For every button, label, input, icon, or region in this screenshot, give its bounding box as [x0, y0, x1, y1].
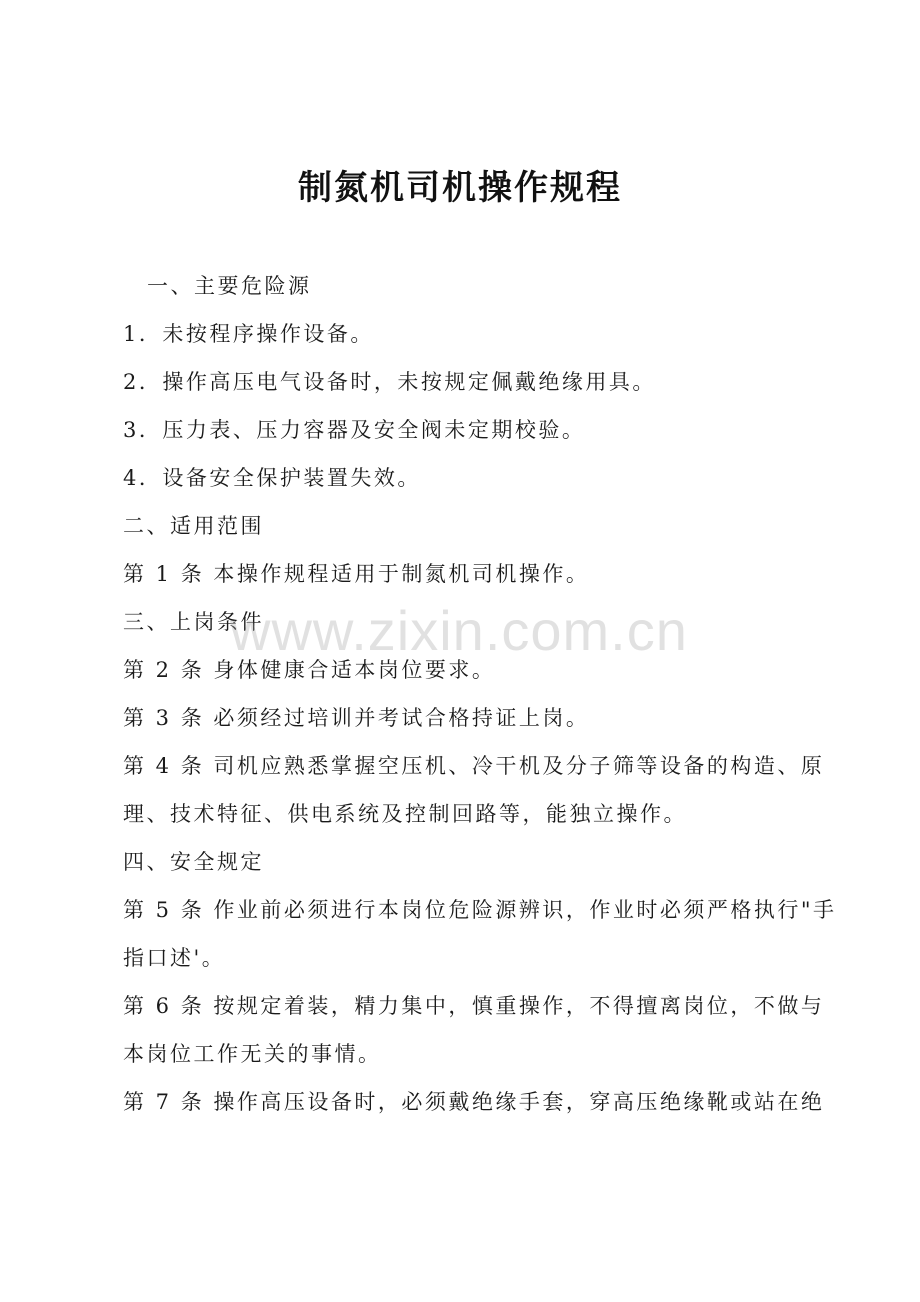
article-5-line-1: 第 5 条 作业前必须进行本岗位危险源辨识，作业时必须严格执行"手 — [123, 898, 837, 922]
hazard-item-3: 3．压力表、压力容器及安全阀未定期校验。 — [123, 418, 586, 442]
article-5-line-2: 指口述'。 — [123, 946, 226, 970]
section-heading-qualifications: 三、上岗条件 — [123, 610, 264, 634]
article-3: 第 3 条 必须经过培训并考试合格持证上岗。 — [123, 706, 590, 730]
hazard-item-1: 1．未按程序操作设备。 — [123, 322, 374, 346]
article-6-line-2: 本岗位工作无关的事情。 — [123, 1042, 382, 1066]
article-7-line-1: 第 7 条 操作高压设备时，必须戴绝缘手套，穿高压绝缘靴或站在绝 — [123, 1090, 825, 1114]
hazard-item-4: 4．设备安全保护装置失效。 — [123, 466, 421, 490]
document-body — [123, 262, 837, 1126]
article-4-line-1: 第 4 条 司机应熟悉掌握空压机、冷干机及分子筛等设备的构造、原 — [123, 754, 825, 778]
article-4-line-2: 理、技术特征、供电系统及控制回路等，能独立操作。 — [123, 802, 687, 826]
article-1: 第 1 条 本操作规程适用于制氮机司机操作。 — [123, 562, 590, 586]
document-title: 制氮机司机操作规程 — [298, 168, 622, 208]
hazard-item-2: 2．操作高压电气设备时，未按规定佩戴绝缘用具。 — [123, 370, 656, 394]
section-heading-safety: 四、安全规定 — [123, 850, 264, 874]
section-heading-hazards: 一、主要危险源 — [147, 274, 312, 298]
watermark: www.zixin.com.cn — [230, 599, 688, 662]
section-heading-scope: 二、适用范围 — [123, 514, 264, 538]
article-6-line-1: 第 6 条 按规定着装，精力集中，慎重操作，不得擅离岗位，不做与 — [123, 994, 825, 1018]
article-2: 第 2 条 身体健康合适本岗位要求。 — [123, 658, 496, 682]
